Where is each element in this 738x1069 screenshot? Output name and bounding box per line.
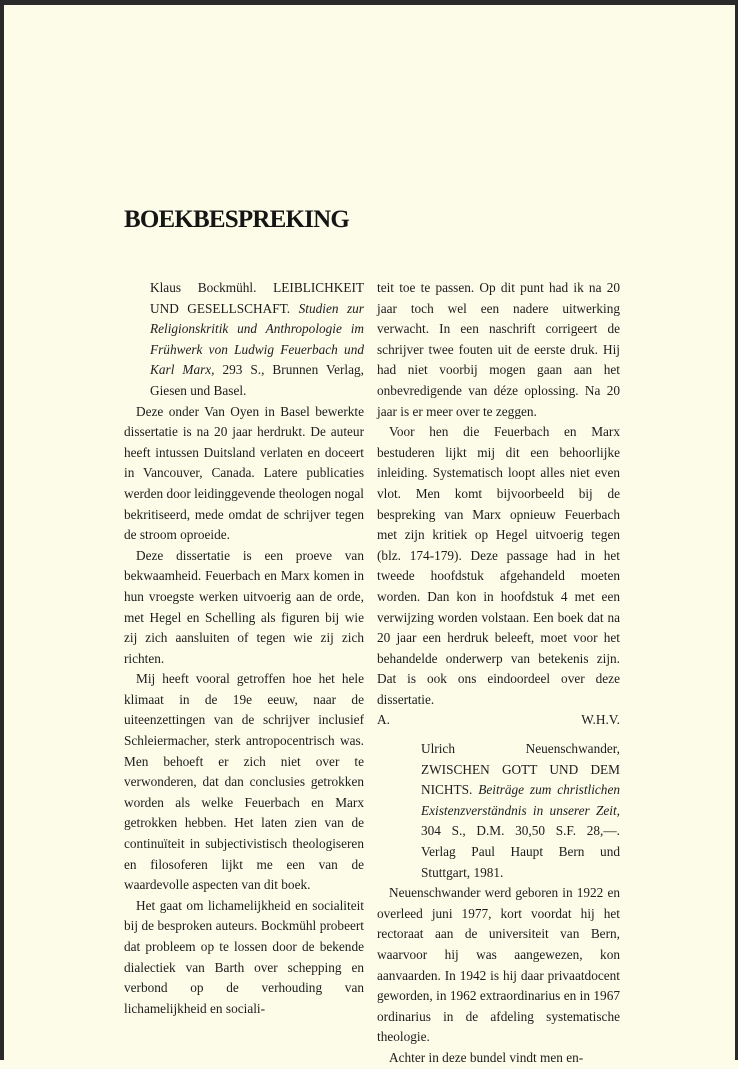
review1-ref-subtitle: Studien zur Religionskritik und Anthropologie im Frühwerk von Ludwig Feuerbach und Karl Marx, [150,300,364,378]
page-title: BOEKBESPREKING [124,206,349,233]
review1-paragraph-1: Deze onder Van Oyen in Basel bewerkte dissertatie is na 20 jaar herdrukt. De auteur heeft intussen Duitsland verlaten en doceert in Vancouver, Canada. Latere publicaties werden door leidinggevende theologen nogal bekritiseerd, mede omdat de schrijver tegen de stroom oproeide. [124,403,365,543]
spacer [377,731,620,739]
left-column [124,278,364,1019]
signature-initial: A. [377,712,390,728]
review1-ref-publisher: 293 S., Brunnen Verlag, Giesen und Basel. [150,362,364,398]
review1-paragraph-5: Voor hen die Feuerbach en Marx bestuderen lijkt mij dit een behoorlijke inleiding. Systematisch loopt alles niet even vlot. Men komt bijvoorbeeld bij de bespreking van Marx opnieuw Feuerbach met zijn kritiek op Hegel uitvoerig tegen (blz. 174-179). Deze passage had in het tweede hoofdstuk afgehandeld moeten worden. Dan kon in hoofdstuk 4 met een verwijzing worden volstaan. Een boek dat na 20 jaar een herdruk beleeft, moet voor het behandelde onderwerp van betekenis zijn. Dat is ook ons eindoordeel over deze dissertatie. [377,424,620,707]
review1-paragraph-4: Het gaat om lichamelijkheid en socialiteit bij de besproken auteurs. Bockmühl probeert dat probleem op te lossen door de bekende dialectiek van Barth over schepping en verbond op de verhouding van lichamelijkheid en sociali- [124,897,364,1016]
signature-reviewer: W.H.V. [581,712,620,728]
review1-reference [150,278,364,402]
review2-ref-publisher: 304 S., D.M. 30,50 S.F. 28,—. Verlag Paul Haupt Bern und Stuttgart, 1981. [421,823,620,880]
review1-ref-author: Klaus Bockmühl. LEIBLICHKEIT UND GESELLSCHAFT. [150,280,364,316]
review2-ref-subtitle: Beiträge zum christlichen Existenzverständnis in unserer Zeit, [421,782,620,818]
review2-paragraph-2: Achter in deze bundel vindt men en- [389,1049,584,1065]
review1-paragraph-2: Deze dissertatie is een proeve van bekwaamheid. Feuerbach en Marx komen in hun vroegste werken uitvoerig aan de orde, met Hegel en Schelling als figuren bij wie zij zich aansluiten of tegen wie zij zich richten. [124,547,364,666]
review2-paragraph-1: Neuenschwander werd geboren in 1922 en overleed juni 1977, kort voordat hij het rectoraat aan de universiteit van Bern, waarvoor hij was aangewezen, kon aanvaarden. In 1942 is hij daar privaatdocent geworden, in 1962 extraordinarius en in 1967 ordinarius in de afdeling systematische theologie. [377,885,620,1045]
page-margin [0,1060,738,1068]
right-column [377,278,620,1069]
review2-reference [421,739,620,883]
review1-paragraph-4-continued: teit toe te passen. Op dit punt had ik na 20 jaar toch wel een nadere uitwerking verwacht. In een naschrift corrigeert de schrijver twee fouten uit de eerste druk. Hij had niet voorbij mogen gaan aan het onbevredigende van déze oplossing. Na 20 jaar is er meer over te zeggen. [377,280,620,419]
review1-signature [377,710,620,731]
review1-paragraph-3: Mij heeft vooral getroffen hoe het hele klimaat in de 19e eeuw, naar de uiteenzettingen van de schrijver inclusief Schleiermacher, sterk antropocentrisch was. Men behoeft er zich niet over te verwonderen, dat dan conclusies getrokken worden als welke Feuerbach en Marx getrokken hebben. Het laten zien van de continuïteit in subjectivistisch theologiseren en filosoferen lijkt me een van de waardevolle aspecten van dit boek. [124,671,364,893]
review2-ref-author: Ulrich Neuenschwander, ZWISCHEN GOTT UND DEM NICHTS. [421,741,620,798]
